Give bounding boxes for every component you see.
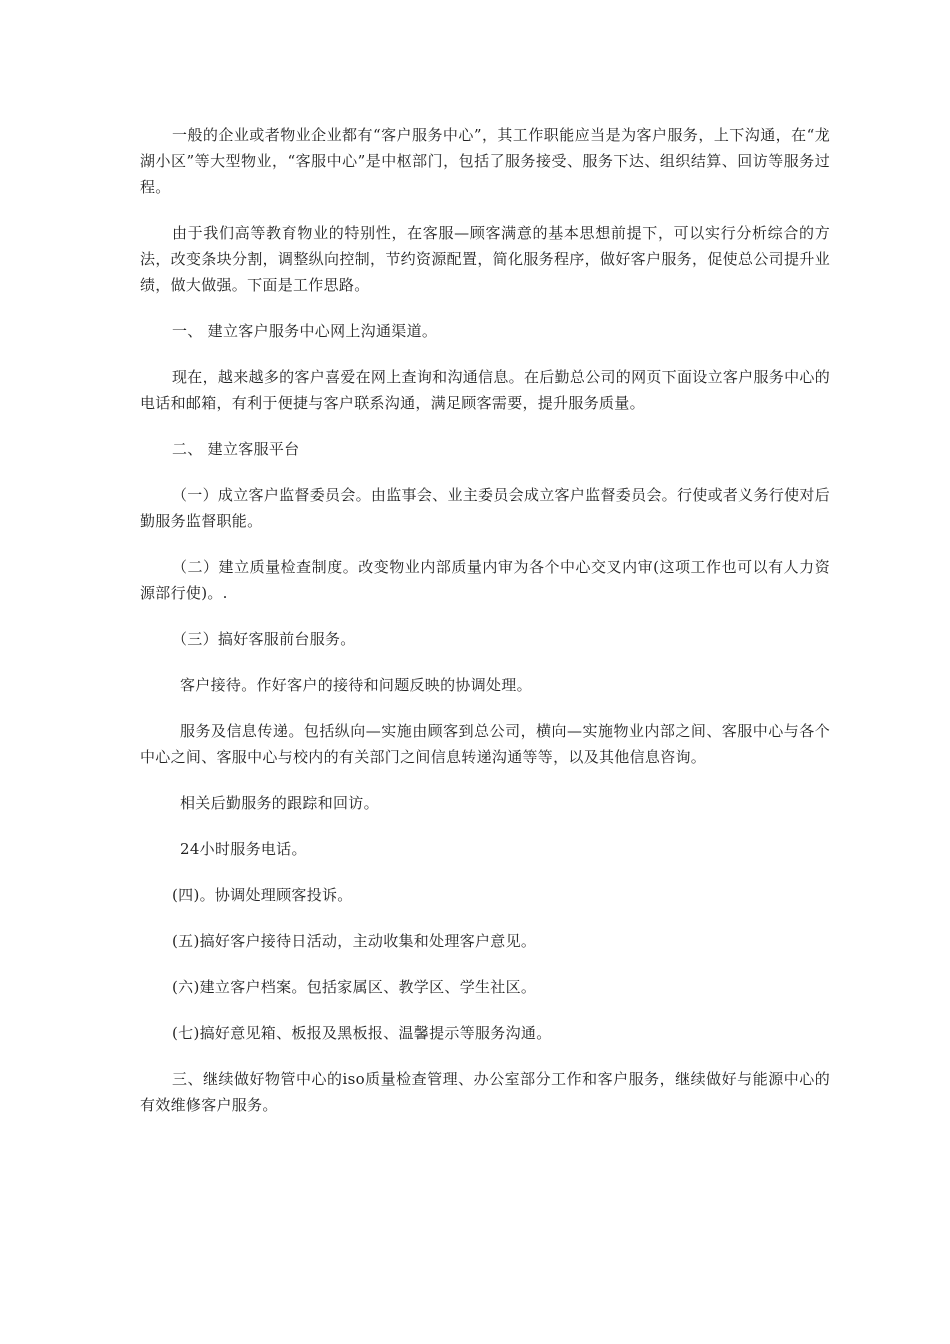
list-item-7: (七)搞好意见箱、板报及黑板报、温馨提示等服务沟通。 [172, 1024, 552, 1042]
sub-item-information: 服务及信息传递。包括纵向—实施由顾客到总公司，横向—实施物业内部之间、客服中心与各个中心之间、客服中心与校内的有关部门之间信息转递沟通等等，以及其他信息咨询。 [140, 722, 830, 766]
list-item-1: （一）成立客户监督委员会。由监事会、业主委员会成立客户监督委员会。行使或者义务行使对后勤服务监督职能。 [140, 486, 830, 530]
sub-item-hotline: 24小时服务电话。 [180, 840, 307, 858]
section-heading-1: 一、 建立客户服务中心网上沟通渠道。 [172, 322, 438, 340]
sub-item-reception: 客户接待。作好客户的接待和问题反映的协调处理。 [180, 676, 532, 694]
list-item-3: （三）搞好客服前台服务。 [172, 630, 356, 648]
document-body [140, 122, 830, 1138]
paragraph-online-channel: 现在，越来越多的客户喜爱在网上查询和沟通信息。在后勤总公司的网页下面设立客户服务中心的电话和邮箱，有利于便捷与客户联系沟通，满足顾客需要，提升服务质量。 [140, 368, 830, 412]
list-item-4: (四)。协调处理顾客投诉。 [172, 886, 353, 904]
section-heading-3: 三、继续做好物管中心的iso质量检查管理、办公室部分工作和客户服务，继续做好与能源中心的有效维修客户服务。 [140, 1070, 830, 1114]
list-item-6: (六)建立客户档案。包括家属区、教学区、学生社区。 [172, 978, 537, 996]
list-item-5: (五)搞好客户接待日活动，主动收集和处理客户意见。 [172, 932, 537, 950]
section-heading-2: 二、 建立客服平台 [172, 440, 300, 458]
list-item-2: （二）建立质量检查制度。改变物业内部质量内审为各个中心交叉内审(这项工作也可以有人力资源部行使)。. [140, 558, 830, 602]
paragraph-intro: 一般的企业或者物业企业都有“客户服务中心”，其工作职能应当是为客户服务，上下沟通，在“龙湖小区”等大型物业，“客服中心”是中枢部门，包括了服务接受、服务下达、组织结算、回访等服务过程。 [140, 126, 830, 196]
sub-item-followup: 相关后勤服务的跟踪和回访。 [180, 794, 379, 812]
paragraph-context: 由于我们高等教育物业的特别性，在客服—顾客满意的基本思想前提下，可以实行分析综合的方法，改变条块分割，调整纵向控制，节约资源配置，简化服务程序，做好客户服务，促使总公司提升业绩，做大做强。下面是工作思路。 [140, 224, 830, 294]
